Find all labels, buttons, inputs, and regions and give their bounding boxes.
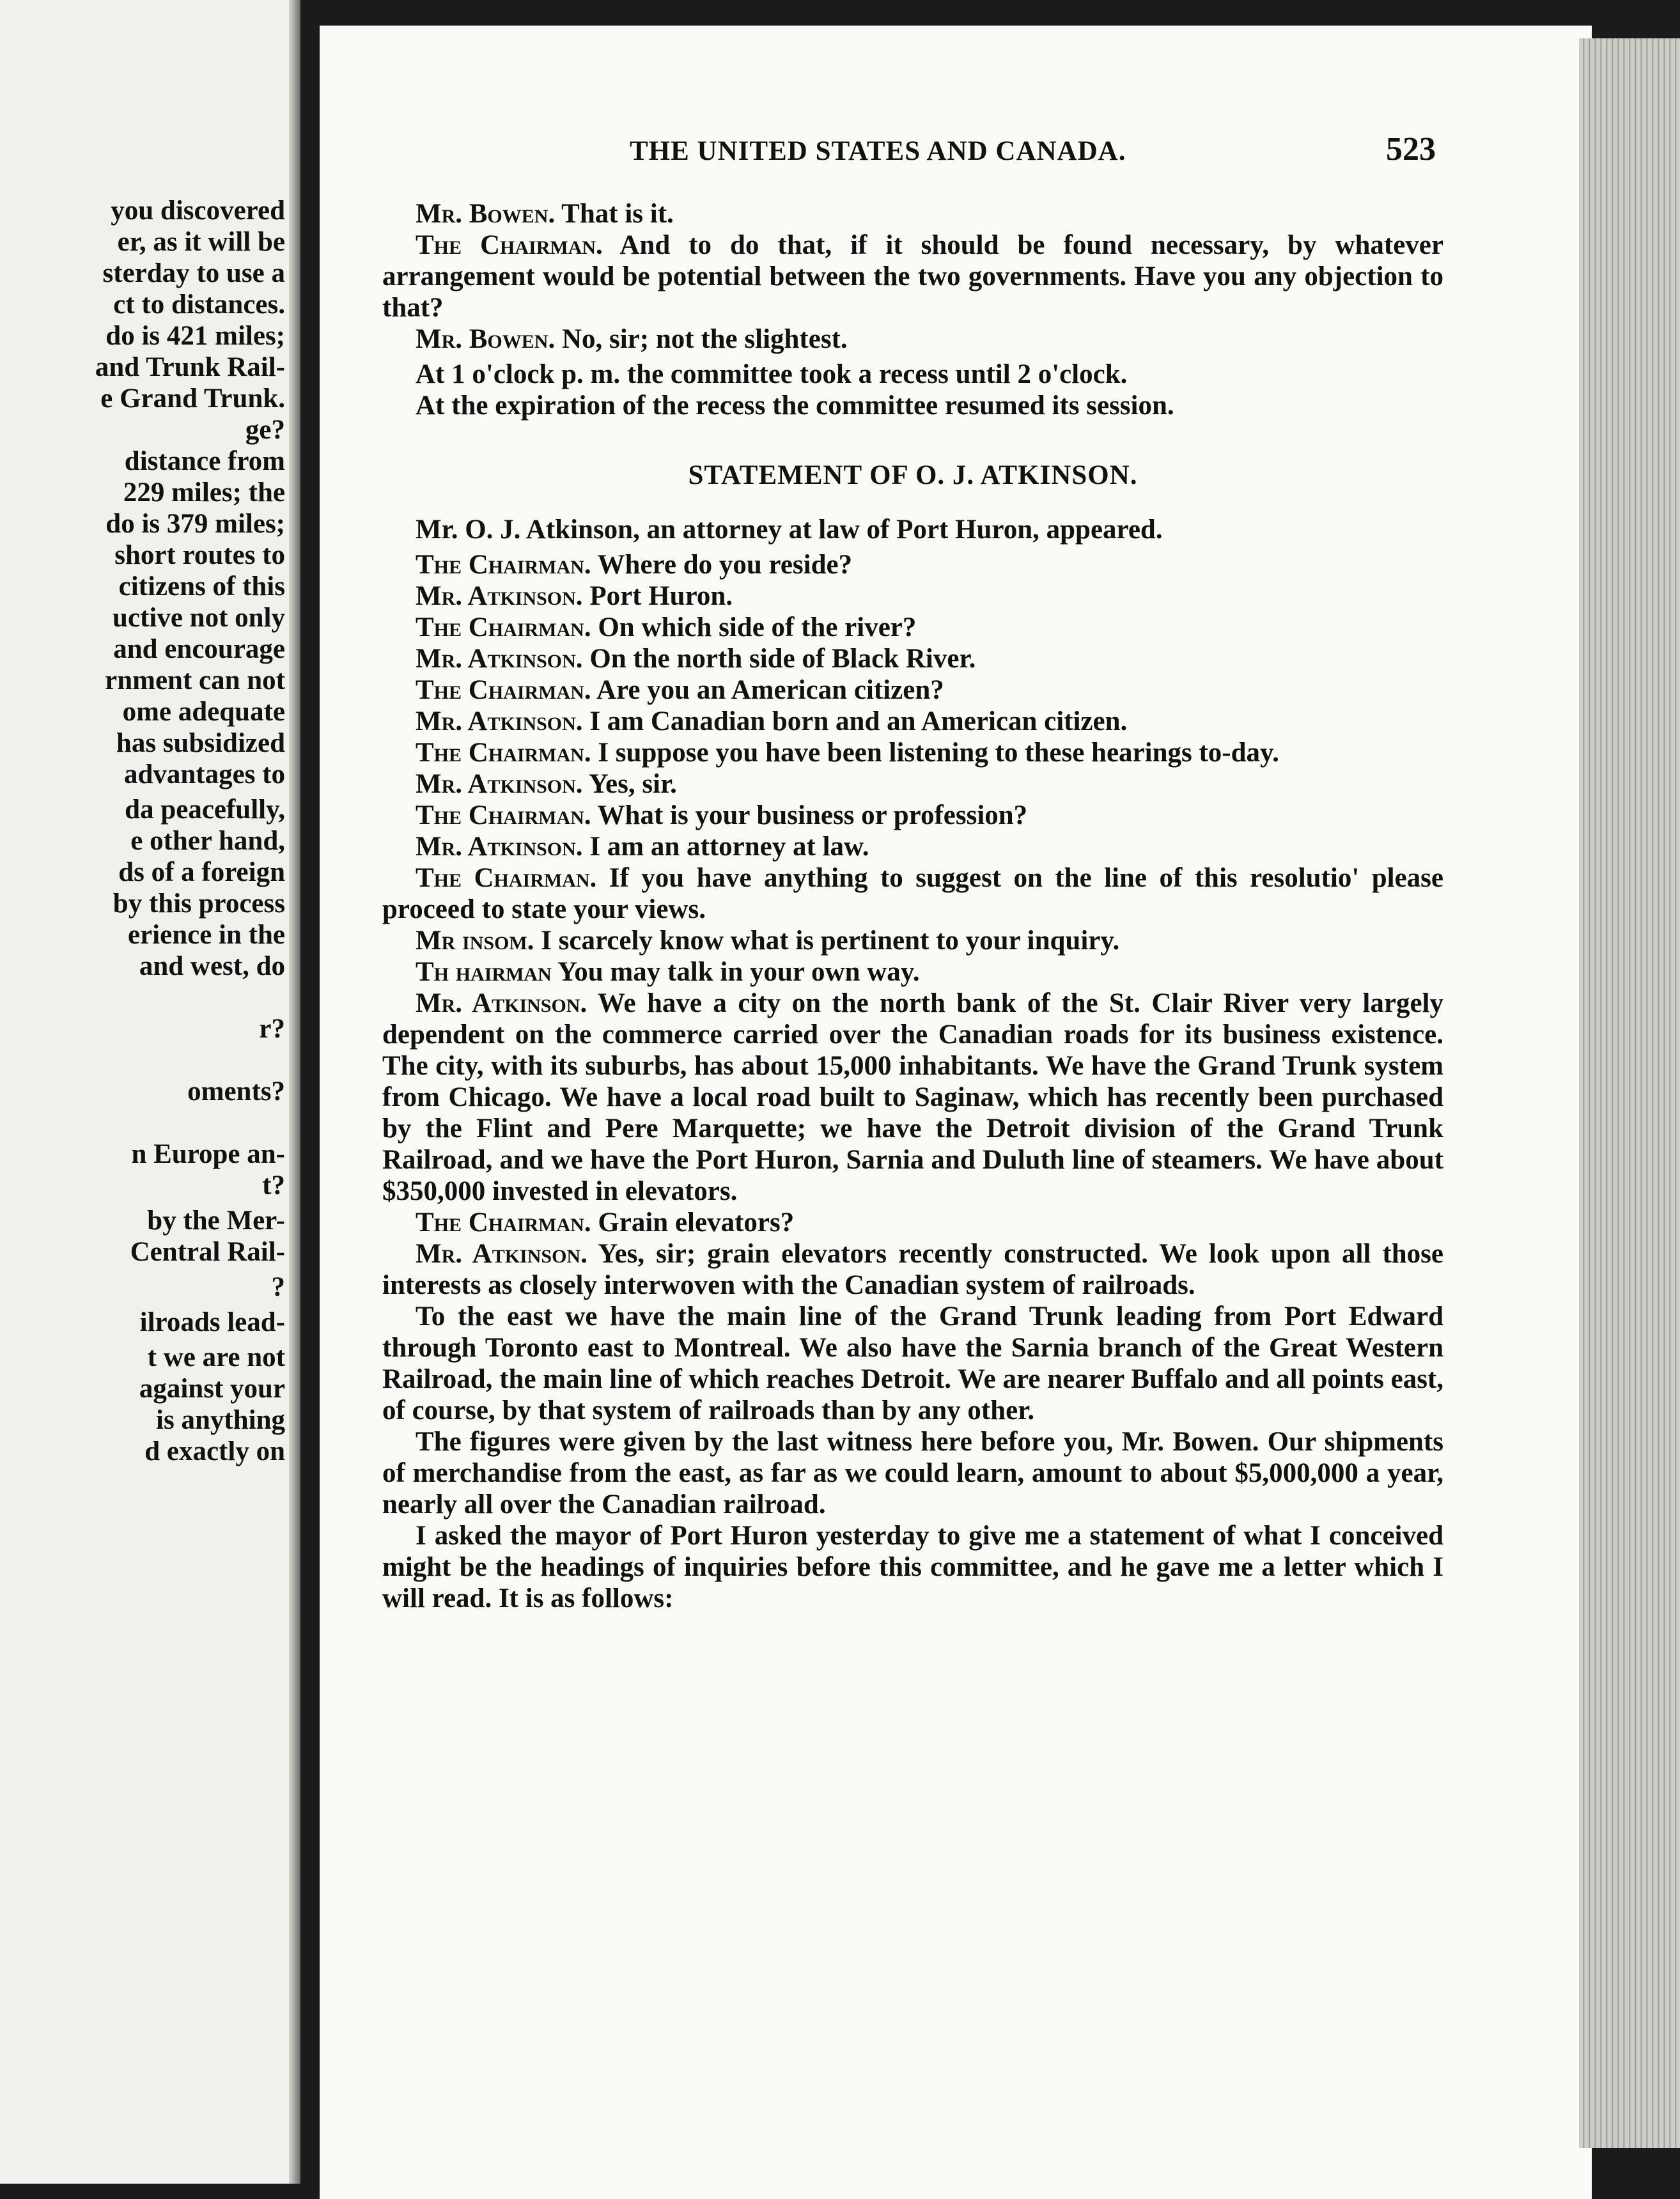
- left-page-line: d exactly on: [144, 1436, 285, 1466]
- speech: That is it.: [555, 199, 674, 229]
- left-page-line: da peacefully,: [125, 795, 285, 825]
- paragraph: [382, 956, 1443, 988]
- speech: We have a city on the north bank of the St. Clair River very largely dependent on the commerce carried over the Canadian roads for its business existence. The city, with its suburbs, has about 15,000 inhabitants. We have the Grand Trunk system from Chicago. We have a local road built to Saginaw, which has recently been purchased by the Flint and Pere Marquette; we have the Detroit division of the Grand Trunk Railroad, and we have the Port Huron, Sarnia and Duluth line of steamers. We have about $350,000 invested in elevators.: [382, 988, 1443, 1206]
- speaker: The Chairman.: [416, 800, 591, 830]
- left-page-line: t?: [262, 1170, 285, 1201]
- speech: Port Huron.: [582, 581, 733, 611]
- left-page-line: n Europe an-: [131, 1139, 285, 1169]
- left-page-line: ds of a foreign: [118, 857, 285, 887]
- paragraph: [382, 612, 1443, 643]
- left-page-line: ?: [271, 1272, 285, 1302]
- speech: I scarcely know what is pertinent to your inquiry.: [534, 926, 1120, 956]
- left-page-line: r?: [259, 1014, 285, 1044]
- left-page-line: short routes to: [114, 540, 285, 570]
- speech: On which side of the river?: [591, 612, 917, 642]
- left-page-line: is anything: [156, 1405, 285, 1435]
- left-page-line: advantages to: [123, 759, 285, 789]
- speech: And to do that, if it should be found necessary, by whatever arrangement would be potential between the two governments. Have you any objection to that?: [382, 230, 1443, 323]
- speaker: The Chairman.: [416, 550, 591, 580]
- book-gutter: [289, 0, 300, 2184]
- paragraph: At the expiration of the recess the committee resumed its session.: [416, 391, 1174, 421]
- speech: I am Canadian born and an American citizen.: [582, 706, 1128, 736]
- speaker: The Chairman.: [416, 230, 603, 260]
- paragraph: [382, 1238, 1443, 1301]
- speaker: The Chairman.: [416, 863, 597, 893]
- left-page-line: 229 miles; the: [123, 478, 285, 508]
- speech: You may talk in your own way.: [551, 957, 920, 987]
- running-header: THE UNITED STATES AND CANADA.: [630, 136, 1126, 166]
- speaker: The Chairman.: [416, 738, 591, 768]
- speech: No, sir; not the slightest.: [555, 324, 848, 354]
- speaker: Mr. Atkinson.: [416, 832, 583, 862]
- left-page-line: by this process: [113, 889, 285, 919]
- left-page-line: and Trunk Rail-: [95, 352, 285, 382]
- paragraph: [382, 1207, 1443, 1238]
- left-page-line: rnment can not: [105, 665, 285, 695]
- paragraph: [382, 198, 1443, 229]
- speech: Are you an American citizen?: [591, 675, 944, 705]
- paragraph: [382, 800, 1443, 831]
- paragraph: [382, 549, 1443, 580]
- page-edges: [1579, 38, 1680, 2148]
- paragraph: [382, 925, 1443, 956]
- left-page-line: erience in the: [128, 920, 285, 950]
- left-page-line: by the Mer-: [147, 1206, 285, 1236]
- speech: I am an attorney at law.: [582, 832, 869, 862]
- speaker: Mr. Atkinson.: [416, 769, 583, 799]
- speaker: The Chairman.: [416, 675, 591, 705]
- left-page-line: ilroads lead-: [139, 1307, 285, 1337]
- left-page-line: do is 421 miles;: [105, 321, 285, 351]
- speech: I suppose you have been listening to these hearings to-day.: [591, 738, 1279, 768]
- paragraph: Mr. O. J. Atkinson, an attorney at law of Port Huron, appeared.: [416, 515, 1163, 545]
- paragraph: [382, 643, 1443, 674]
- paragraph: [382, 737, 1443, 768]
- section-title: STATEMENT OF O. J. ATKINSON.: [688, 460, 1138, 490]
- paragraph: At 1 o'clock p. m. the committee took a recess until 2 o'clock.: [416, 359, 1128, 389]
- speaker: Mr. Atkinson.: [416, 988, 587, 1018]
- speech: If you have anything to suggest on the line of this resolutio' please proceed to state your views.: [382, 863, 1443, 924]
- paragraph: To the east we have the main line of the Grand Trunk leading from Port Edward through Toronto east to Montreal. We also have the Sarnia branch of the Great Western Railroad, the main line of which reaches Detroit. We are nearer Buffalo and all points east, of course, by that system of railroads than by any other.: [382, 1302, 1443, 1426]
- speech: Yes, sir.: [582, 769, 677, 799]
- speaker: The Chairman.: [416, 612, 591, 642]
- left-page-line: ct to distances.: [113, 290, 285, 320]
- speaker: Mr insom.: [416, 926, 534, 956]
- speech: Grain elevators?: [591, 1208, 795, 1238]
- speaker: Mr. Atkinson.: [416, 581, 583, 611]
- paragraph: [382, 323, 1443, 355]
- left-page-line: Central Rail-: [130, 1237, 285, 1267]
- paragraph: The figures were given by the last witness here before you, Mr. Bowen. Our shipments of merchandise from the east, as far as we could learn, amount to about $5,000,000 a year, nearly all over the Canadian railroad.: [382, 1427, 1443, 1519]
- left-page-line: er, as it will be: [117, 227, 285, 257]
- speaker: Mr. Atkinson.: [416, 644, 583, 674]
- speaker: The Chairman.: [416, 1208, 591, 1238]
- speech: On the north side of Black River.: [582, 644, 976, 674]
- left-page-text: [4, 195, 285, 1467]
- paragraph: [382, 988, 1443, 1207]
- left-page-line: ge?: [245, 415, 285, 445]
- left-page-line: ome adequate: [122, 697, 285, 727]
- left-page-line: and encourage: [113, 634, 285, 664]
- left-page-line: e Grand Trunk.: [100, 384, 285, 414]
- speaker: Mr. Bowen.: [416, 199, 556, 229]
- paragraph: [382, 229, 1443, 323]
- left-page-line: t we are not: [147, 1342, 285, 1372]
- paragraph: [382, 862, 1443, 925]
- left-page-line: e other hand,: [130, 826, 285, 856]
- page-number: 523: [1386, 131, 1436, 167]
- paragraph: [382, 674, 1443, 706]
- paragraph: [382, 706, 1443, 737]
- left-page-line: has subsidized: [116, 728, 285, 758]
- paragraph: [382, 580, 1443, 612]
- left-page-line: distance from: [124, 446, 285, 476]
- paragraph: I asked the mayor of Port Huron yesterday to give me a statement of what I conceived might be the headings of inquiries before this committee, and he gave me a letter which I will read. It is as follows:: [382, 1521, 1443, 1613]
- left-page-line: you discovered: [111, 196, 285, 226]
- page-body: [382, 198, 1443, 1614]
- speaker: Mr. Atkinson.: [416, 706, 583, 736]
- paragraph: [382, 831, 1443, 862]
- speaker: Mr. Atkinson.: [416, 1239, 587, 1269]
- left-page-line: do is 379 miles;: [105, 509, 285, 539]
- paragraph: [382, 768, 1443, 800]
- speech: Yes, sir; grain elevators recently constructed. We look upon all those interests as closely interwoven with the Canadian system of railroads.: [382, 1239, 1443, 1300]
- speech: Where do you reside?: [591, 550, 853, 580]
- left-page-line: uctive not only: [113, 603, 285, 633]
- speaker: Mr. Bowen.: [416, 324, 556, 354]
- left-facing-page: [0, 0, 300, 2184]
- left-page-line: sterday to use a: [102, 258, 285, 288]
- speaker: Th hairman: [416, 957, 552, 987]
- left-page-line: and west, do: [139, 951, 285, 981]
- left-page-line: oments?: [187, 1076, 285, 1107]
- left-page-line: against your: [139, 1374, 285, 1404]
- left-page-line: citizens of this: [118, 571, 285, 602]
- speech: What is your business or profession?: [591, 800, 1028, 830]
